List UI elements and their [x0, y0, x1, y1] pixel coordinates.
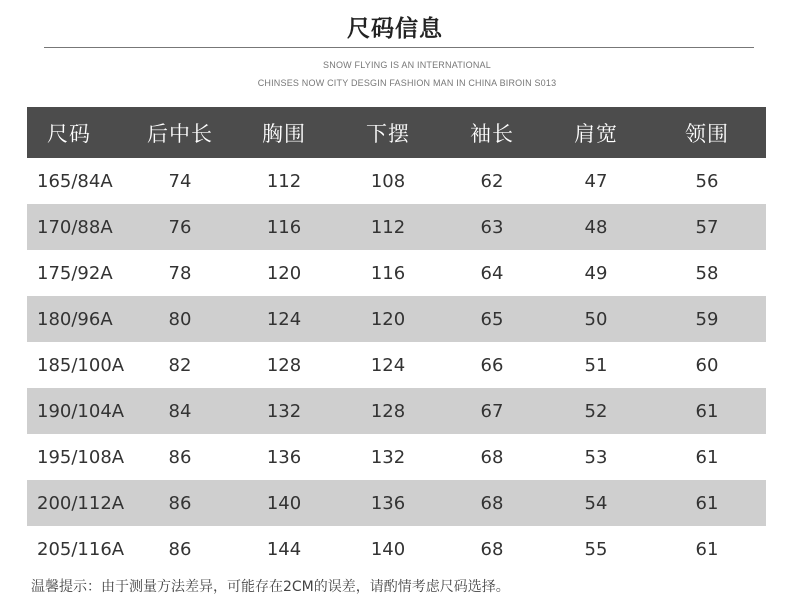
- sleeve-length-cell: 64: [480, 262, 504, 284]
- header-collar: 领围: [685, 121, 729, 146]
- header-size: 尺码: [47, 121, 91, 146]
- size-cell: 175/92A: [37, 262, 113, 284]
- table-row: [27, 250, 766, 296]
- collar-cell: 58: [695, 262, 719, 284]
- table-header-row: [27, 107, 766, 158]
- back-length-cell: 86: [168, 492, 192, 514]
- back-length-cell: 84: [168, 400, 192, 422]
- sleeve-length-cell: 68: [480, 538, 504, 560]
- shoulder-width-cell: 48: [584, 216, 608, 238]
- shoulder-width-cell: 51: [584, 354, 608, 376]
- size-cell: 185/100A: [37, 354, 125, 376]
- header-hem: 下摆: [366, 121, 410, 146]
- table-row: [27, 388, 766, 434]
- shoulder-width-cell: 47: [584, 170, 608, 192]
- shoulder-width-cell: 50: [584, 308, 608, 330]
- measurement-note: 温馨提示：由于测量方法差异，可能存在2CM的误差，请酌情考虑尺码选择。: [31, 579, 510, 595]
- page-title: 尺码信息: [347, 16, 443, 42]
- hem-cell: 112: [370, 216, 406, 238]
- header-chest: 胸围: [262, 121, 306, 146]
- hem-cell: 108: [370, 170, 406, 192]
- shoulder-width-cell: 49: [584, 262, 608, 284]
- table-row: [27, 526, 766, 572]
- back-length-cell: 86: [168, 446, 192, 468]
- collar-cell: 61: [695, 400, 719, 422]
- hem-cell: 136: [370, 492, 406, 514]
- collar-cell: 61: [695, 492, 719, 514]
- shoulder-width-cell: 52: [584, 400, 608, 422]
- header-back-length: 后中长: [147, 121, 213, 146]
- hem-cell: 124: [370, 354, 406, 376]
- hem-cell: 140: [370, 538, 406, 560]
- size-cell: 190/104A: [37, 400, 125, 422]
- sleeve-length-cell: 66: [480, 354, 504, 376]
- size-cell: 195/108A: [37, 446, 125, 468]
- size-cell: 165/84A: [37, 170, 113, 192]
- sleeve-length-cell: 68: [480, 492, 504, 514]
- chest-cell: 136: [266, 446, 302, 468]
- collar-cell: 60: [695, 354, 719, 376]
- table-row: [27, 158, 766, 204]
- size-table: [27, 107, 766, 572]
- collar-cell: 56: [695, 170, 719, 192]
- title-divider: [44, 47, 754, 48]
- sleeve-length-cell: 65: [480, 308, 504, 330]
- header-shoulder-width: 肩宽: [574, 121, 618, 146]
- back-length-cell: 86: [168, 538, 192, 560]
- chest-cell: 124: [266, 308, 302, 330]
- sleeve-length-cell: 68: [480, 446, 504, 468]
- chest-cell: 144: [266, 538, 302, 560]
- sleeve-length-cell: 62: [480, 170, 504, 192]
- back-length-cell: 82: [168, 354, 192, 376]
- header-sleeve-length: 袖长: [470, 121, 514, 146]
- back-length-cell: 76: [168, 216, 192, 238]
- chest-cell: 116: [266, 216, 302, 238]
- hem-cell: 120: [370, 308, 406, 330]
- size-cell: 200/112A: [37, 492, 125, 514]
- chest-cell: 132: [266, 400, 302, 422]
- back-length-cell: 74: [168, 170, 192, 192]
- collar-cell: 61: [695, 446, 719, 468]
- back-length-cell: 80: [168, 308, 192, 330]
- table-row: [27, 204, 766, 250]
- hem-cell: 128: [370, 400, 406, 422]
- hem-cell: 132: [370, 446, 406, 468]
- shoulder-width-cell: 53: [584, 446, 608, 468]
- table-row: [27, 480, 766, 526]
- chest-cell: 140: [266, 492, 302, 514]
- size-cell: 180/96A: [37, 308, 113, 330]
- hem-cell: 116: [370, 262, 406, 284]
- chest-cell: 120: [266, 262, 302, 284]
- table-row: [27, 296, 766, 342]
- collar-cell: 59: [695, 308, 719, 330]
- table-row: [27, 434, 766, 480]
- chest-cell: 128: [266, 354, 302, 376]
- subtitle-line-2: CHINSES NOW CITY DESGIN FASHION MAN IN CHINA BIROIN S013: [257, 78, 557, 88]
- shoulder-width-cell: 54: [584, 492, 608, 514]
- sleeve-length-cell: 67: [480, 400, 504, 422]
- size-cell: 170/88A: [37, 216, 113, 238]
- collar-cell: 57: [695, 216, 719, 238]
- chest-cell: 112: [266, 170, 302, 192]
- subtitle-line-1: SNOW FLYING IS AN INTERNATIONAL: [323, 60, 491, 70]
- table-row: [27, 342, 766, 388]
- collar-cell: 61: [695, 538, 719, 560]
- size-cell: 205/116A: [37, 538, 125, 560]
- back-length-cell: 78: [168, 262, 192, 284]
- shoulder-width-cell: 55: [584, 538, 608, 560]
- sleeve-length-cell: 63: [480, 216, 504, 238]
